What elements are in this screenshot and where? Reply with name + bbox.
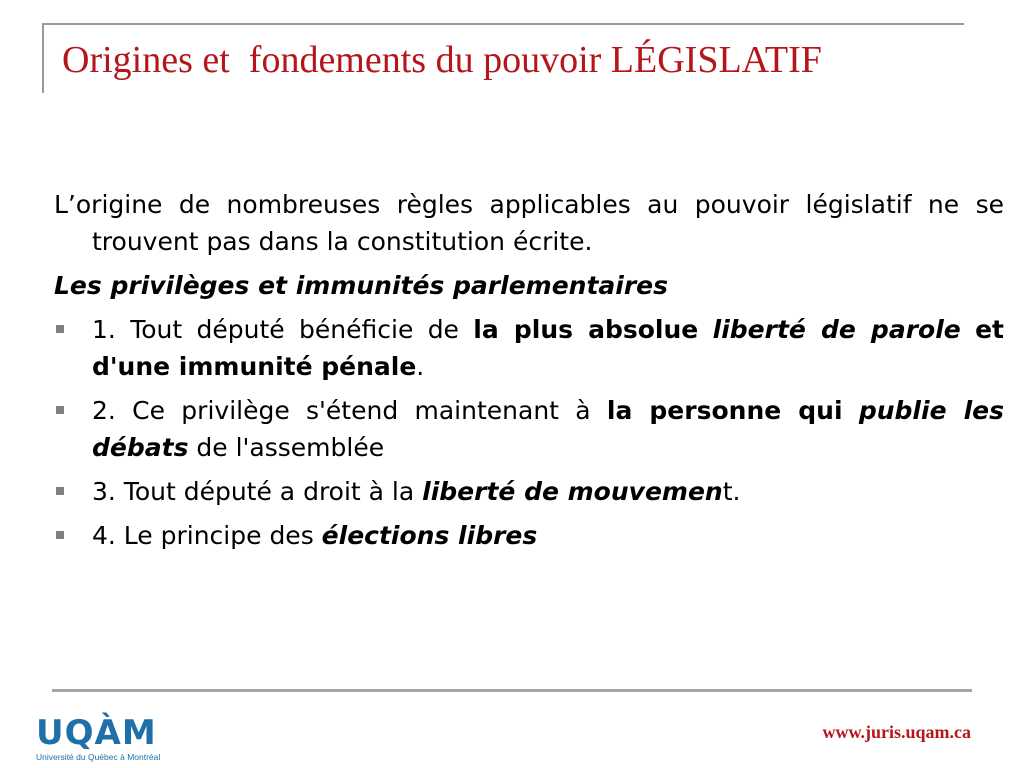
slide-title: Origines et fondements du pouvoir LÉGISLATIF [62,39,822,81]
bullet-1-end: . [416,352,425,381]
bullet-4-text: 4. Le principe des [92,521,322,550]
bullet-1-space [698,315,712,344]
bullet-4-emphasis-italic: élections libres [321,521,538,550]
bullet-1-space-2 [961,315,975,344]
bullet-1-emphasis-bold-2: et d'une immunité pénale [92,315,1004,381]
bullet-2-text: 2. Ce privilège s'étend maintenant à [92,396,607,425]
bullet-3-text: 3. Tout député a droit à la [92,477,423,506]
bullet-2-emphasis-italic: publie les débats [92,396,1004,462]
bullet-1-text: 1. Tout député bénéficie de [92,315,474,344]
bullet-2-end: de l'assemblée [188,433,385,462]
website-link[interactable]: www.juris.uqam.ca [822,722,971,742]
square-bullet-icon [56,406,64,414]
bullet-2-space [843,396,859,425]
bullet-item-2 [54,392,1004,466]
frame-top-rule [42,23,964,25]
bullet-item-1 [54,311,1004,385]
square-bullet-icon [56,531,64,539]
subheading: Les privilèges et immunités parlementaires [54,271,669,300]
square-bullet-icon [56,487,64,495]
uqam-logo [36,713,161,766]
bullet-item-4 [54,517,1004,554]
slide-body [54,186,1004,561]
frame-left-rule [42,23,44,93]
intro-paragraph: L’origine de nombreuses règles applicables au pouvoir législatif ne se trouvent pas dans la constitution écrite. [54,190,1004,256]
footer-rule [52,689,972,692]
logo-subtitle: Université du Québec à Montréal [36,752,161,762]
bullet-3-emphasis-italic: liberté de mouvemen [422,477,723,506]
bullet-3-end: t. [722,477,741,506]
bullet-1-emphasis-bold: la plus absolue [473,315,699,344]
bullet-1-emphasis-italic: liberté de parole [712,315,961,344]
bullet-list [54,311,1004,554]
bullet-item-3 [54,473,1004,510]
logo-wordmark: UQÀM [36,713,157,753]
square-bullet-icon [56,325,64,333]
bullet-2-emphasis-bold: la personne qui [606,396,843,425]
